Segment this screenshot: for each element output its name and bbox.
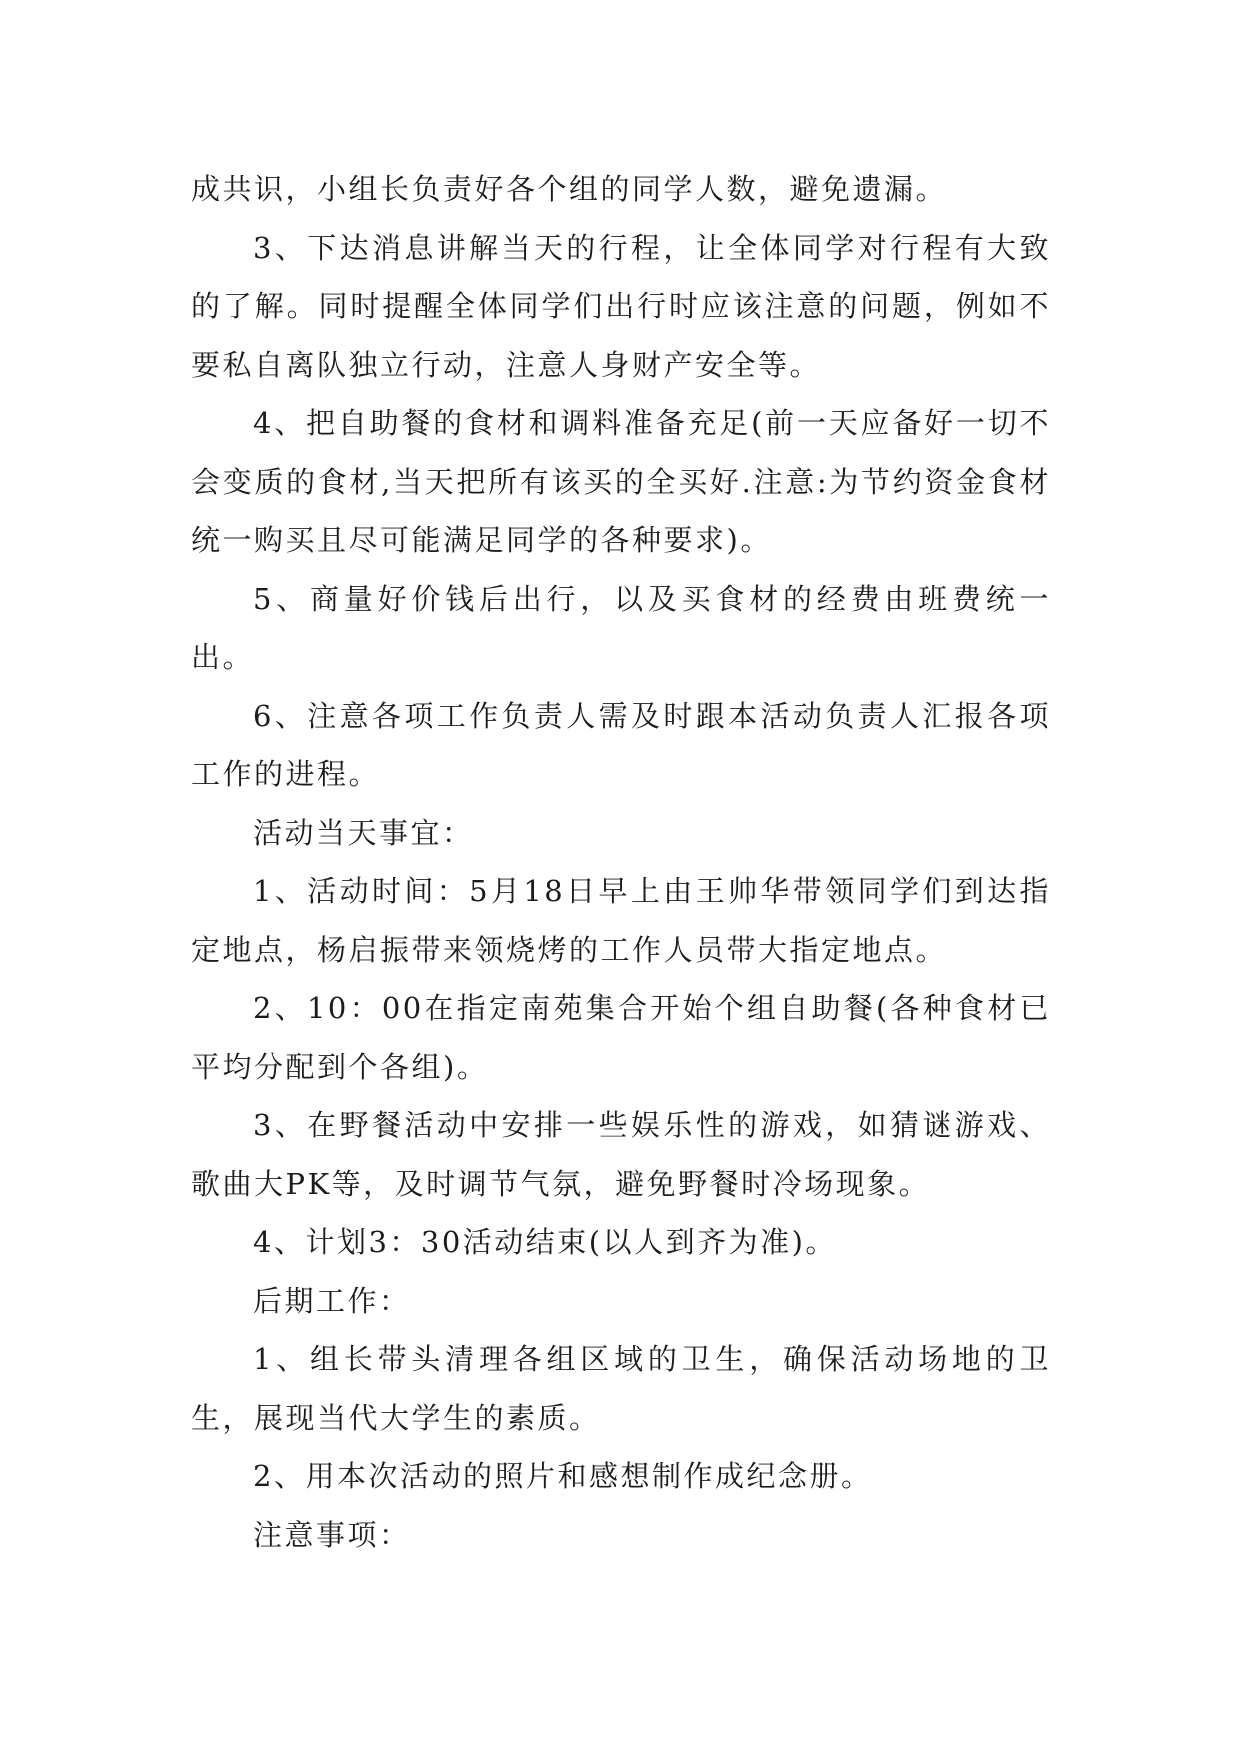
section-heading-event-day: 活动当天事宜：	[253, 815, 474, 850]
paragraph-item-4: 4、把自助餐的食材和调料准备充足(前一天应备好一切不会变质的食材,当天把所有该买的全买好.注意:为节约资金食材统一购买且尽可能满足同学的各种要求)。	[191, 406, 1051, 557]
paragraph-event-item-4: 4、计划3：30活动结束(以人到齐为准)。	[253, 1225, 837, 1259]
paragraph-event-item-2: 2、10：00在指定南苑集合开始个组自助餐(各种食材已平均分配到个各组)。	[191, 991, 1051, 1084]
paragraph-item-3: 3、下达消息讲解当天的行程，让全体同学对行程有大致的了解。同时提醒全体同学们出行时应该注意的问题，例如不要私自离队独立行动，注意人身财产安全等。	[191, 230, 1051, 382]
paragraph-follow-up-item-2: 2、用本次活动的照片和感想制作成纪念册。	[253, 1459, 873, 1493]
paragraph-continuation: 成共识，小组长负责好各个组的同学人数，避免遗漏。	[191, 172, 948, 206]
section-heading-follow-up: 后期工作：	[253, 1283, 411, 1318]
paragraph-item-5: 5、商量好价钱后出行，以及买食材的经费由班费统一出。	[191, 581, 1051, 674]
paragraph-event-item-3: 3、在野餐活动中安排一些娱乐性的游戏，如猜谜游戏、歌曲大PK等，及时调节气氛，避免野餐时冷场现象。	[191, 1108, 1051, 1201]
section-heading-notes: 注意事项：	[253, 1517, 411, 1552]
paragraph-item-6: 6、注意各项工作负责人需及时跟本活动负责人汇报各项工作的进程。	[191, 698, 1051, 791]
paragraph-follow-up-item-1: 1、组长带头清理各组区域的卫生，确保活动场地的卫生，展现当代大学生的素质。	[191, 1342, 1051, 1435]
paragraph-event-item-1: 1、活动时间：5月18日早上由王帅华带领同学们到达指定地点，杨启振带来领烧烤的工作人员带大指定地点。	[191, 874, 1051, 967]
document-body	[191, 160, 1051, 1564]
